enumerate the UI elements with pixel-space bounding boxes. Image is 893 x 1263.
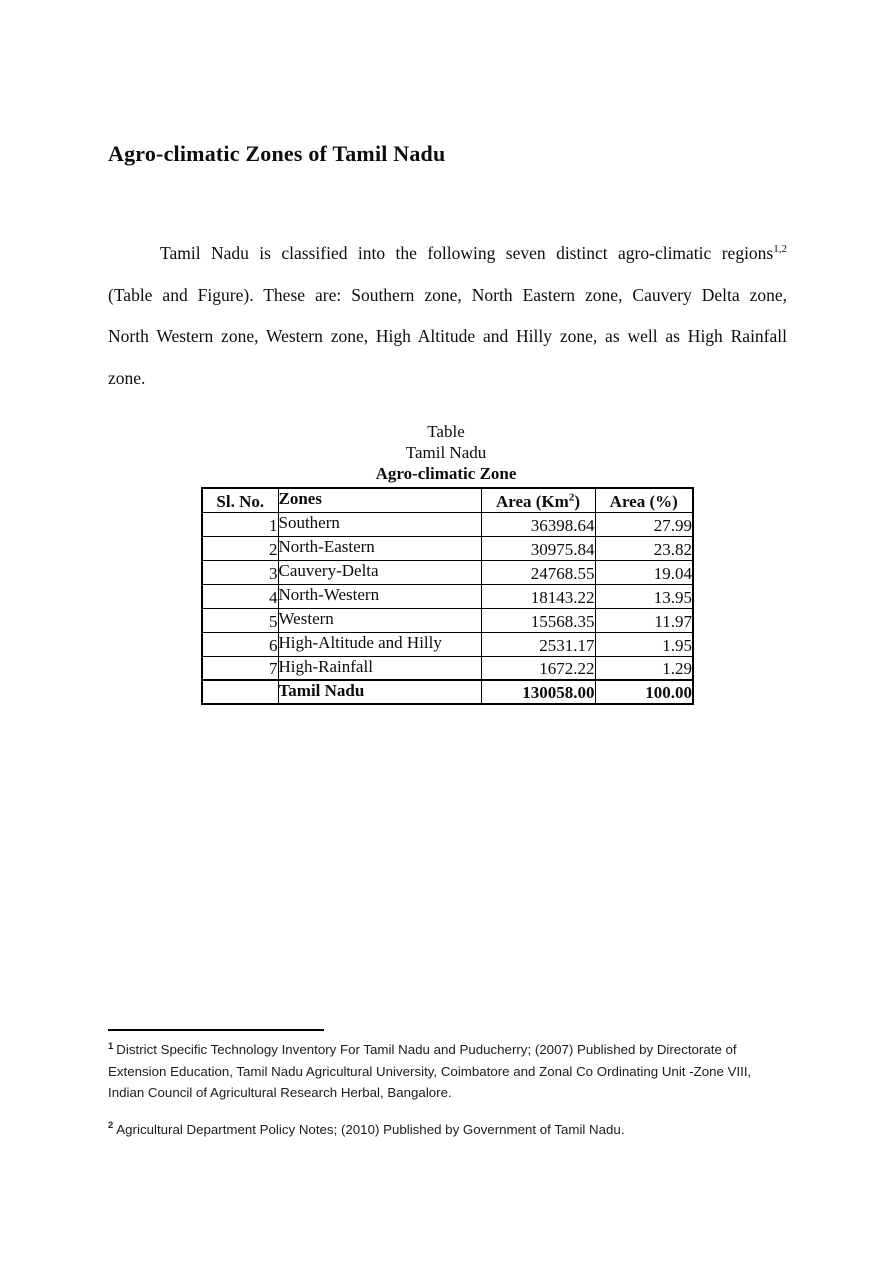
cell-sl-no: 6 <box>202 632 278 656</box>
cell-area-km: 1672.22 <box>481 656 595 680</box>
table-row <box>202 656 693 680</box>
cell-area-km-total: 130058.00 <box>481 680 595 704</box>
footnote-2-marker: 2 <box>108 1120 114 1132</box>
cell-area-pct: 27.99 <box>595 512 693 536</box>
caption-line-zone-title: Agro-climatic Zone <box>375 464 517 483</box>
cell-sl-no: 5 <box>202 608 278 632</box>
caption-line-table: Table <box>427 422 465 441</box>
paragraph-line: (Table and Figure). These are: Southern zone, North Eastern zone, Cauvery Delta zone, <box>108 284 787 305</box>
cell-area-km: 30975.84 <box>481 536 595 560</box>
header-sl-no: Sl. No. <box>202 488 278 512</box>
table-total-row <box>202 680 693 704</box>
paragraph-line: North Western zone, Western zone, High Altitude and Hilly zone, as well as High Rainfall <box>108 326 787 347</box>
header-area-pct: Area (%) <box>595 488 693 512</box>
caption-line-region: Tamil Nadu <box>405 443 487 462</box>
table-row <box>202 536 693 560</box>
footnote-2 <box>108 1119 790 1141</box>
table-row <box>202 608 693 632</box>
table-row <box>202 512 693 536</box>
table-row <box>202 584 693 608</box>
cell-area-pct-total: 100.00 <box>595 680 693 704</box>
cell-zone: High-Rainfall <box>278 656 481 680</box>
cell-area-km: 15568.35 <box>481 608 595 632</box>
cell-area-km: 18143.22 <box>481 584 595 608</box>
cell-area-km: 36398.64 <box>481 512 595 536</box>
table-header-row <box>202 488 693 512</box>
cell-sl-no: 3 <box>202 560 278 584</box>
cell-sl-no: 4 <box>202 584 278 608</box>
cell-sl-no: 1 <box>202 512 278 536</box>
header-zones: Zones <box>278 488 481 512</box>
paragraph-text: Tamil Nadu is classified into the following seven distinct agro-climatic regions <box>160 243 774 263</box>
superscript-2: 2 <box>568 490 575 503</box>
cell-sl-no: 7 <box>202 656 278 680</box>
cell-area-km: 2531.17 <box>481 632 595 656</box>
table-row <box>202 560 693 584</box>
header-area-km: Area (Km$^2$) <box>481 488 595 512</box>
agro-climatic-zone-table <box>201 487 694 705</box>
cell-sl-no: 2 <box>202 536 278 560</box>
footnotes-section <box>108 1029 790 1140</box>
footnote-1-marker: 1 <box>108 1040 114 1052</box>
cell-zone-total: Tamil Nadu <box>278 680 481 704</box>
cell-area-pct: 11.97 <box>595 608 693 632</box>
cell-zone: Southern <box>278 512 481 536</box>
cell-zone: North-Western <box>278 584 481 608</box>
paragraph-line <box>108 233 787 275</box>
cell-sl-no <box>202 680 278 704</box>
cell-area-pct: 13.95 <box>595 584 693 608</box>
cell-area-pct: 1.95 <box>595 632 693 656</box>
footnote-separator <box>108 1029 324 1031</box>
footnote-2-text: Agricultural Department Policy Notes; (2010) Published by Government of Tamil Nadu. <box>116 1121 625 1137</box>
cell-area-km: 24768.55 <box>481 560 595 584</box>
cell-zone: North-Eastern <box>278 536 481 560</box>
footnote-reference: 1,2 <box>773 243 787 256</box>
cell-area-pct: 1.29 <box>595 656 693 680</box>
footnote-1 <box>108 1039 790 1104</box>
cell-zone: Cauvery-Delta <box>278 560 481 584</box>
cell-zone: Western <box>278 608 481 632</box>
table-row <box>202 632 693 656</box>
body-paragraph <box>108 233 787 399</box>
table-caption <box>200 421 692 484</box>
cell-zone: High-Altitude and Hilly <box>278 632 481 656</box>
cell-area-pct: 19.04 <box>595 560 693 584</box>
cell-area-pct: 23.82 <box>595 536 693 560</box>
page-title: Agro-climatic Zones of Tamil Nadu <box>108 140 446 166</box>
footnote-1-text: District Specific Technology Inventory For Tamil Nadu and Puducherry; (2007) Published by Directorate of Extension Education, Tamil Nadu Agricultural University, Coimbatore and Zonal Co Ordinating Unit -Zone VIII, Indian Council of Agricultural Research Herbal, Bangalore. <box>108 1042 752 1100</box>
paragraph-line: zone. <box>108 367 146 388</box>
